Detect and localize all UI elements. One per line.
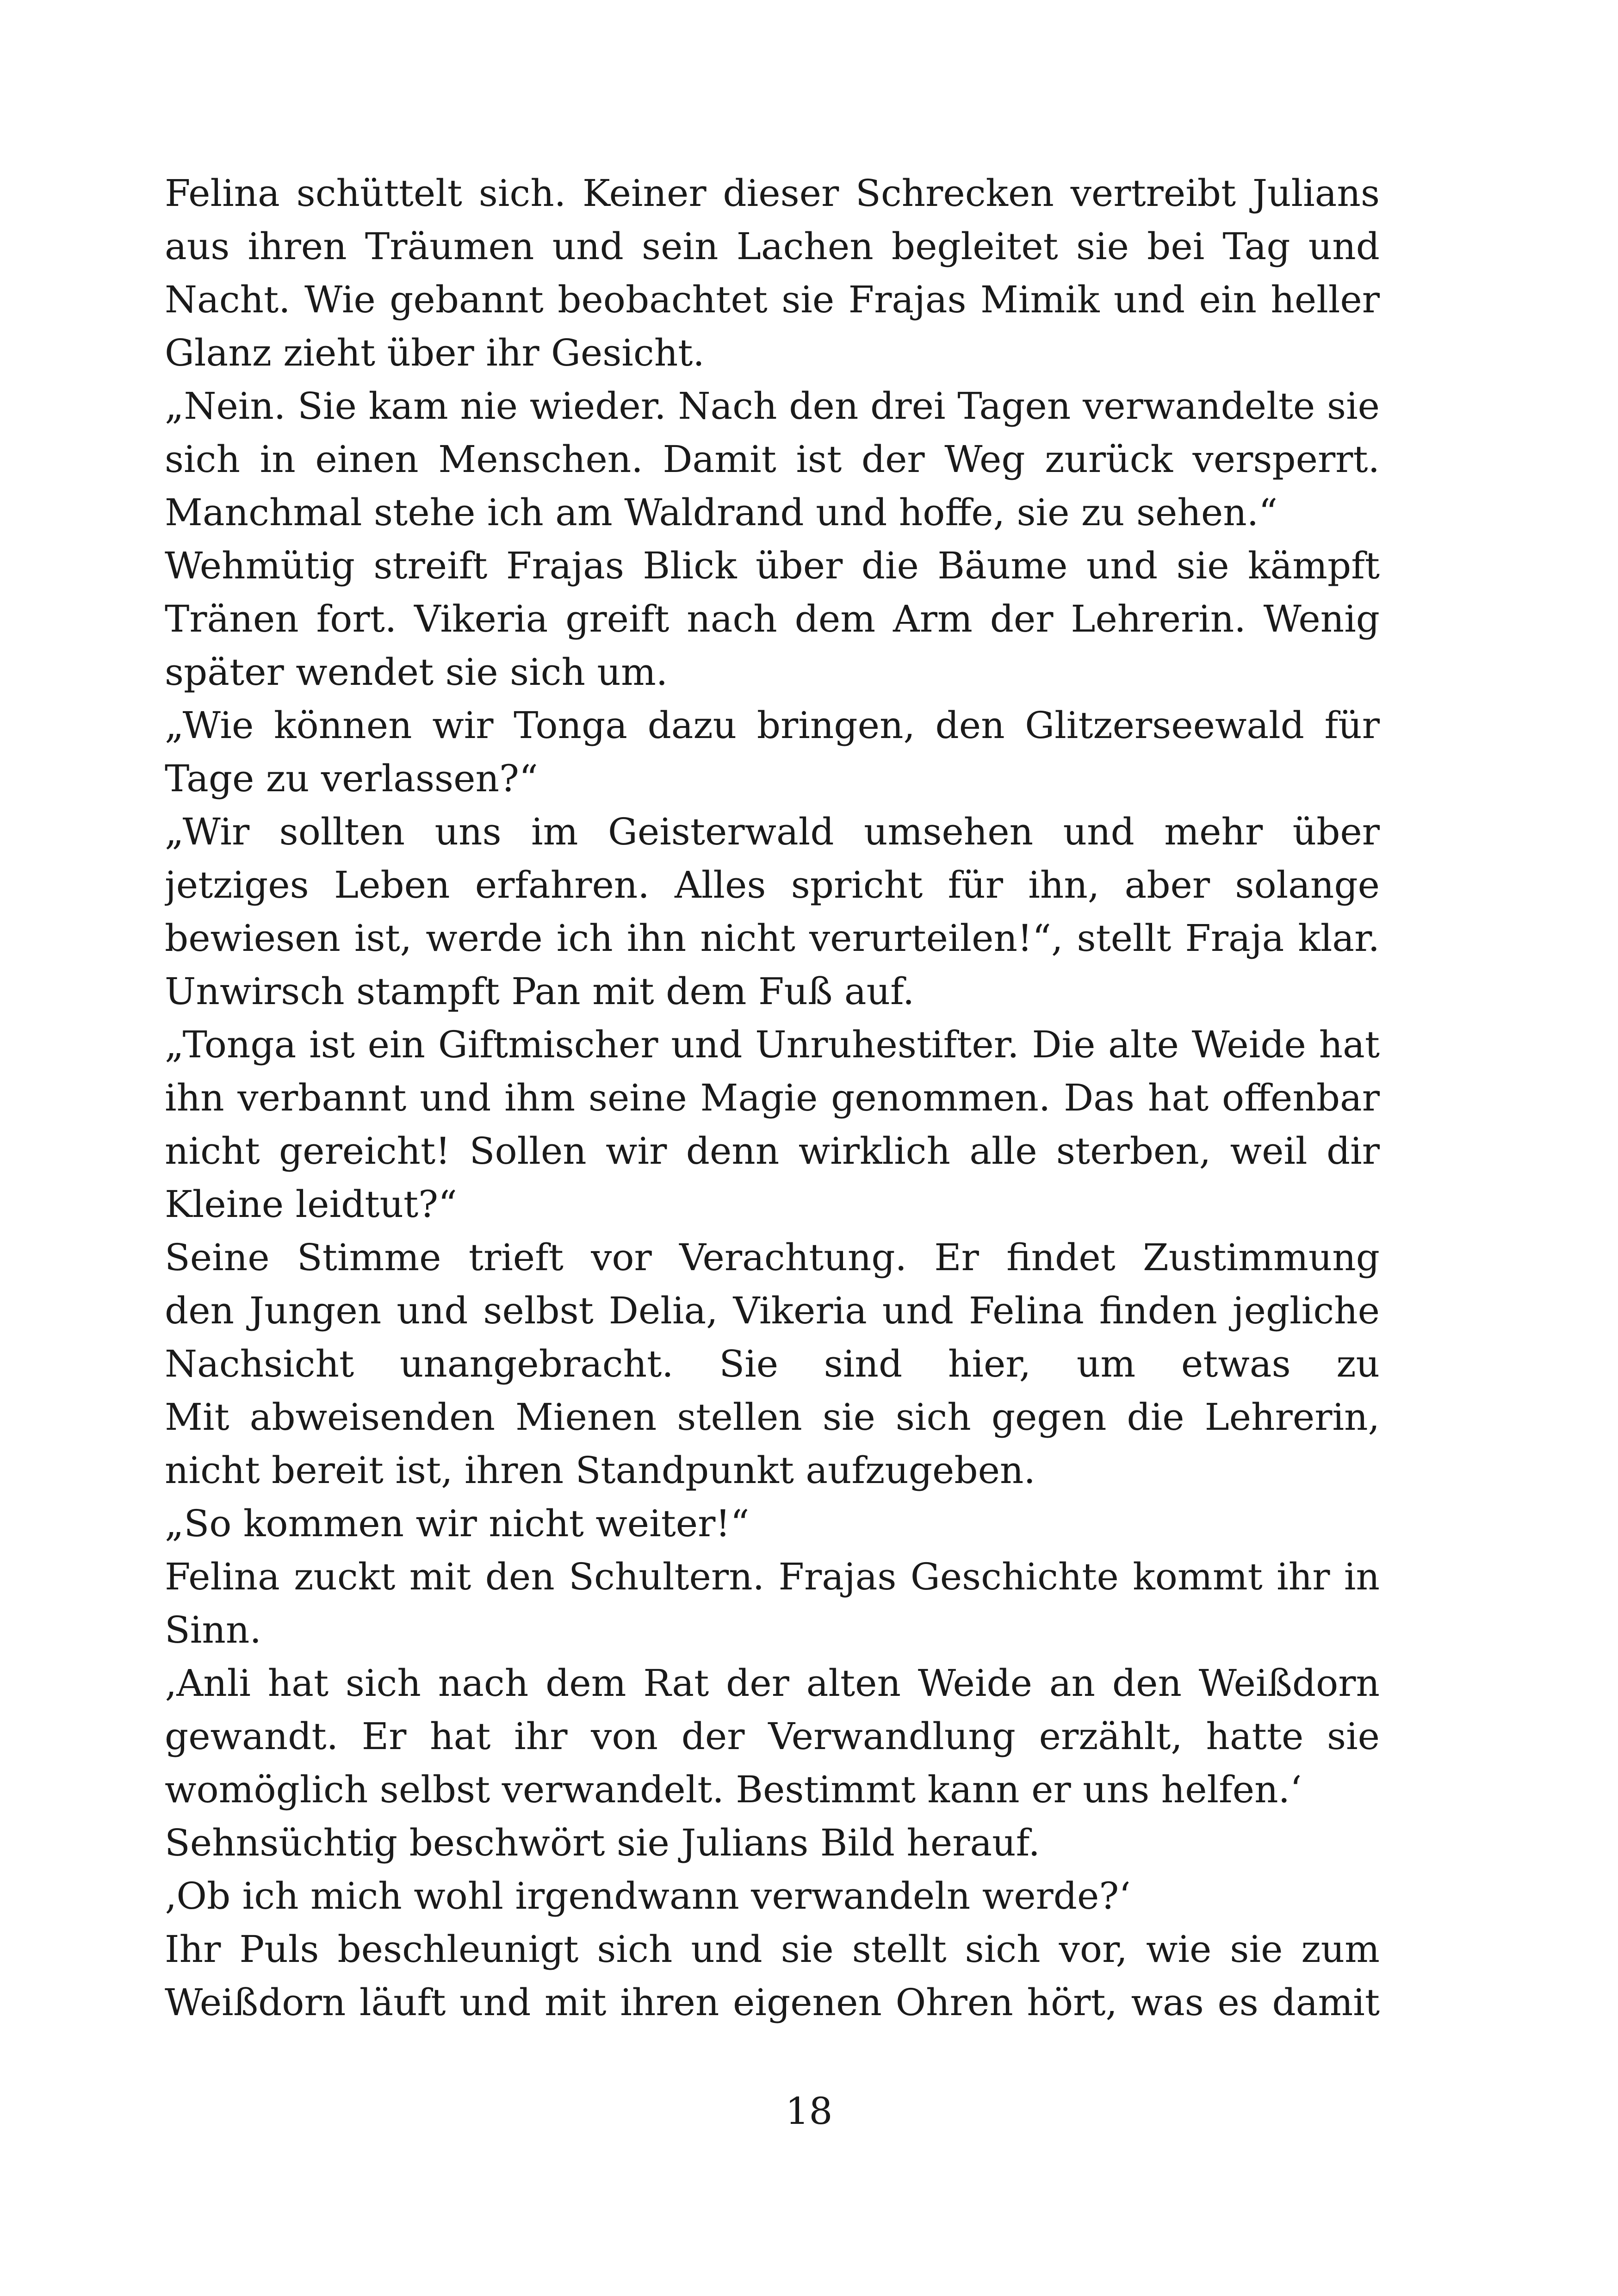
text-line: sich in einen Menschen. Damit ist der Weg zurück versperrt. <box>165 438 1380 481</box>
text-line: womöglich selbst verwandelt. Bestimmt kann er uns helfen.‘ <box>165 1768 1302 1811</box>
text-line: Glanz zieht über ihr Gesicht. <box>165 331 705 374</box>
text-line: den Jungen und selbst Delia, Vikeria und Felina finden jegliche <box>165 1289 1380 1332</box>
text-line: später wendet sie sich um. <box>165 651 668 694</box>
text-line: Sehnsüchtig beschwört sie Julians Bild herauf. <box>165 1821 1040 1864</box>
text-line: bewiesen ist, werde ich ihn nicht verurteilen!“, stellt Fraja klar. <box>165 917 1380 960</box>
text-line: ‚Ob ich mich wohl irgendwann verwandeln werde?‘ <box>165 1874 1131 1917</box>
text-line: Manchmal stehe ich am Waldrand und hoffe, sie zu sehen.“ <box>165 491 1278 534</box>
text-line: „Wie können wir Tonga dazu bringen, den Glitzerseewald für <box>165 704 1380 747</box>
text-line: Mit abweisenden Mienen stellen sie sich gegen die Lehrerin, <box>165 1396 1380 1439</box>
text-line: aus ihren Träumen und sein Lachen begleitet sie bei Tag und <box>165 225 1380 268</box>
text-line: gewandt. Er hat ihr von der Verwandlung erzählt, hatte sie <box>165 1715 1380 1758</box>
text-line: Tage zu verlassen?“ <box>165 757 538 800</box>
text-line: „Wir sollten uns im Geisterwald umsehen und mehr über <box>165 810 1380 853</box>
text-line: jetziges Leben erfahren. Alles spricht für ihn, aber solange <box>165 863 1380 906</box>
text-line: Wehmütig streift Frajas Blick über die Bäume und sie kämpft <box>165 544 1380 587</box>
text-line: Kleine leidtut?“ <box>165 1183 457 1226</box>
text-line: Unwirsch stampft Pan mit dem Fuß auf. <box>165 970 915 1013</box>
text-line: „Nein. Sie kam nie wieder. Nach den drei Tagen verwandelte sie <box>165 385 1380 428</box>
text-line: Felina zuckt mit den Schultern. Frajas Geschichte kommt ihr in <box>165 1555 1380 1598</box>
body-text <box>165 167 1380 2029</box>
text-line: „Tonga ist ein Giftmischer und Unruhestifter. Die alte Weide hat <box>165 1023 1380 1066</box>
text-line: ihn verbannt und ihm seine Magie genommen. Das hat offenbar <box>165 1076 1380 1119</box>
page-number: 18 <box>785 2090 833 2133</box>
text-line: Ihr Puls beschleunigt sich und sie stellt sich vor, wie sie zum <box>165 1928 1380 1971</box>
text-line: ‚Anli hat sich nach dem Rat der alten Weide an den Weißdorn <box>165 1662 1380 1705</box>
text-line: nicht bereit ist, ihren Standpunkt aufzugeben. <box>165 1449 1035 1492</box>
text-line: Tränen fort. Vikeria greift nach dem Arm der Lehrerin. Wenig <box>165 597 1380 640</box>
text-line: Nacht. Wie gebannt beobachtet sie Frajas Mimik und ein heller <box>165 278 1380 321</box>
text-line: Sinn. <box>165 1608 261 1651</box>
text-line: „So kommen wir nicht weiter!“ <box>165 1502 750 1545</box>
text-line: Weißdorn läuft und mit ihren eigenen Ohren hört, was es damit <box>165 1981 1380 2024</box>
text-line: Seine Stimme trieft vor Verachtung. Er findet Zustimmung <box>165 1236 1380 1279</box>
text-line: nicht gereicht! Sollen wir denn wirklich alle sterben, weil dir <box>165 1129 1380 1173</box>
text-line: Felina schüttelt sich. Keiner dieser Schrecken vertreibt Julians <box>165 172 1380 215</box>
text-line: Nachsicht unangebracht. Sie sind hier, um etwas zu <box>165 1342 1380 1385</box>
